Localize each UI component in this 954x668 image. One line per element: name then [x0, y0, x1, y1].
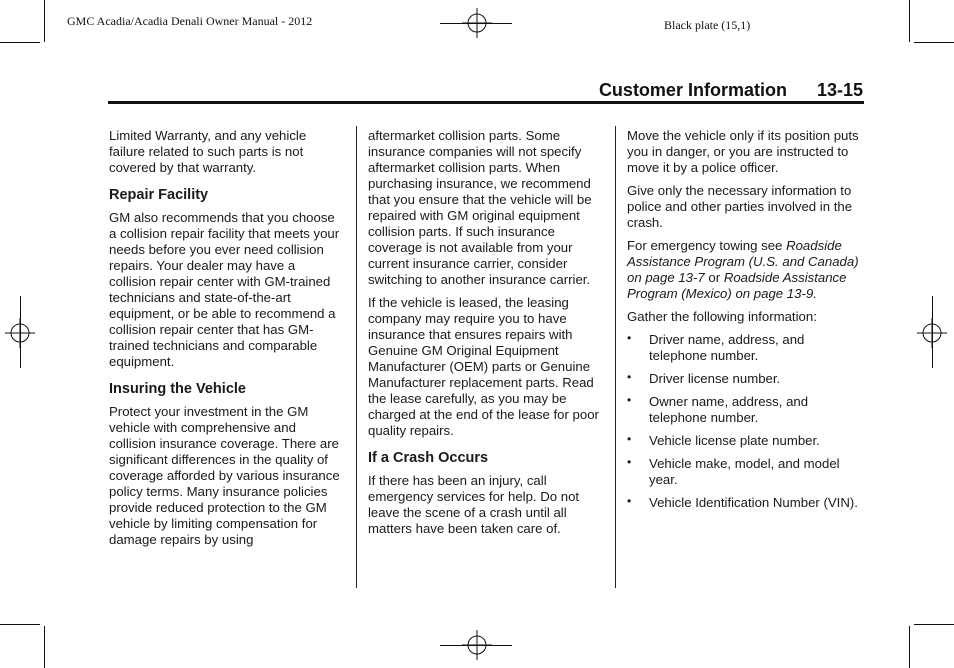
plate-info: Black plate (15,1) — [664, 18, 751, 32]
crop-mark — [0, 624, 40, 625]
paragraph: Limited Warranty, and any vehicle failure related to such parts is not covered by that warranty. — [109, 128, 307, 175]
header-rule — [108, 101, 864, 104]
column-divider — [356, 126, 357, 588]
list-item: • Owner name, address, and telephone number. — [627, 394, 863, 426]
crop-mark — [909, 0, 910, 42]
crop-mark — [440, 23, 512, 24]
list-item: • Vehicle Identification Number (VIN). — [627, 495, 863, 511]
connector-text: or — [708, 270, 721, 285]
cross-reference-link[interactable]: Roadside Assistance Program (Mexico) on page 13-9 — [627, 270, 847, 301]
column-2 — [368, 128, 604, 544]
information-list — [627, 332, 863, 511]
crop-mark — [914, 624, 954, 625]
page-header — [599, 80, 863, 101]
paragraph: Give only the necessary information to police and other parties involved in the crash. — [627, 183, 853, 230]
section-heading: If a Crash Occurs — [368, 450, 489, 466]
paragraph — [627, 238, 863, 302]
section-heading: Insuring the Vehicle — [109, 381, 246, 397]
paragraph: Gather the following information: — [627, 309, 817, 324]
page-number: 13-15 — [816, 80, 863, 100]
crop-mark — [0, 42, 40, 43]
section-title: Customer Information — [598, 80, 787, 100]
manual-title: GMC Acadia/Acadia Denali Owner Manual - 2012 — [67, 14, 313, 28]
towing-intro: For emergency towing see — [627, 238, 783, 253]
crop-mark — [44, 626, 45, 668]
cross-reference-link[interactable]: Roadside Assistance Program (U.S. and Canada) on page 13-7 — [627, 238, 859, 285]
paragraph: Move the vehicle only if its position puts you in danger, or you are instructed to move it by a police officer. — [627, 128, 859, 175]
section-heading: Repair Facility — [109, 187, 209, 203]
paragraph: If there has been an injury, call emergency services for help. Do not leave the scene of a crash until all matters have been taken care of. — [368, 473, 580, 536]
paragraph: If the vehicle is leased, the leasing company may require you to have insurance that ensures repairs with Genuine GM Original Equipment Manufacturer (OEM) parts or Genuine Manufacturer replacement parts. Read the lease carefully, as you may be charged at the end of the lease for poor quality repairs. — [368, 295, 599, 438]
column-1 — [109, 128, 345, 555]
column-3 — [627, 128, 863, 518]
paragraph: GM also recommends that you choose a collision repair facility that meets your needs before you ever need collision repairs. Your dealer may have a collision repair center with GM-trained technicians and state-of-the-art equipment, or be able to recommend a collision repair center that has GM-trained technicians and comparable equipment. — [109, 210, 340, 369]
column-divider — [615, 126, 616, 588]
paragraph: Protect your investment in the GM vehicle with comprehensive and collision insurance coverage. There are significant differences in the quality of coverage afforded by various insurance policy terms. Many insurance policies provide reduced protection to the GM vehicle by limiting compensation for damage repairs by using — [109, 404, 340, 547]
crop-mark — [44, 0, 45, 42]
list-item: • Vehicle make, model, and model year. — [627, 456, 863, 488]
list-item: • Driver license number. — [627, 371, 863, 387]
crop-mark — [440, 645, 512, 646]
crop-mark — [914, 42, 954, 43]
list-item: • Vehicle license plate number. — [627, 433, 863, 449]
crop-mark — [20, 296, 21, 368]
crop-mark — [909, 626, 910, 668]
sentence-end: . — [813, 286, 817, 301]
crop-mark — [932, 296, 933, 368]
list-item: • Driver name, address, and telephone number. — [627, 332, 863, 364]
paragraph: aftermarket collision parts. Some insurance companies will not specify aftermarket collision parts. When purchasing insurance, we recommend that you ensure that the vehicle will be repaired with GM original equipment collision parts. If such insurance coverage is not available from your current insurance carrier, consider switching to another insurance carrier. — [368, 128, 592, 287]
